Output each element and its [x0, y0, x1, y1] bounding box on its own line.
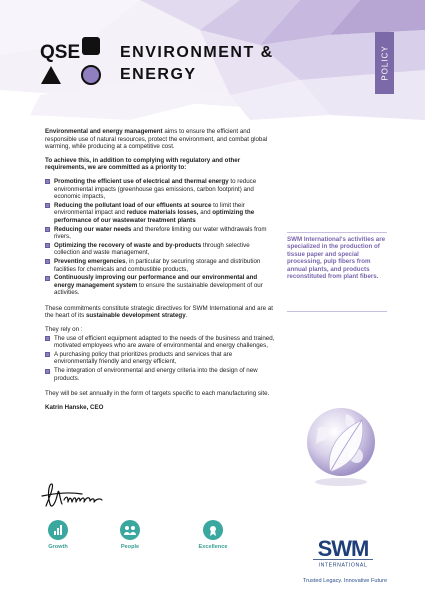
commitment-intro [45, 157, 275, 172]
rely-text: The use of efficient equipment adapted to the needs of the business and trained, motivated employees who are aware of environmental and energy challenges, [54, 334, 275, 350]
page-title [120, 42, 274, 86]
company-activities-text: SWM International's activities are specialized in the production of tissue paper and special processing, pulp fibers from annual plants, and products reconstituted from plant fibers. [287, 236, 386, 281]
brand-tagline: Trusted Legacy. Innovative Future [302, 578, 388, 584]
bullet-icon [45, 369, 50, 374]
commitment-intro-text: To achieve this, in addition to complying with regulatory and other requirements, we are committed as a priority to: [45, 156, 241, 172]
ceo-signature [40, 480, 110, 512]
bullet-icon [45, 352, 50, 357]
directives-post: . [185, 312, 188, 320]
intro-rest: aims to ensure the efficient and responsible use of natural resources, protect the environment, and combat global warming, while producing at a competitive cost. [45, 128, 268, 151]
priority-bold: Reducing the pollutant load of our effluents at source [54, 201, 212, 209]
rely-item [45, 351, 275, 366]
company-activities-box [287, 232, 387, 312]
bullet-icon [45, 336, 50, 341]
value-people [108, 520, 152, 550]
priority-item [45, 258, 275, 273]
priority-bold: optimizing the performance of our wastewater treatment plants [54, 209, 255, 224]
value-growth [36, 520, 80, 550]
priority-bold: Optimizing the recovery of waste and by-products [54, 241, 202, 249]
bullet-icon [45, 276, 50, 281]
qse-logo [40, 36, 102, 88]
page-title-line-2: ENERGY [120, 66, 197, 83]
priority-text: and therefore limiting our water withdrawals from rivers, [54, 225, 267, 241]
priority-text: and [198, 209, 213, 217]
bullet-icon [45, 227, 50, 232]
rely-text: The integration of environmental and energy criteria into the design of new products. [54, 367, 258, 382]
policy-body [45, 128, 275, 417]
priority-bold: Reducing our water needs [54, 225, 132, 233]
rely-text: A purchasing policy that prioritizes products and services that are environmentally friendly and energy efficient, [54, 350, 233, 366]
rely-list [45, 335, 275, 383]
directives-bold: sustainable development strategy [85, 312, 186, 320]
excellence-icon [203, 520, 223, 540]
priority-bold: Preventing emergencies [54, 257, 126, 265]
value-excellence [191, 520, 235, 550]
values-row [46, 520, 246, 560]
people-icon [120, 520, 140, 540]
priority-item [45, 178, 275, 201]
rely-item [45, 335, 275, 350]
policy-tab-label: POLICY [380, 45, 389, 81]
priority-item [45, 274, 275, 297]
priority-text: to limit their environmental impact and [54, 201, 245, 217]
swm-logo-sub: INTERNATIONAL [318, 562, 368, 568]
priority-item [45, 242, 275, 257]
qse-logo-text: QSE [40, 42, 81, 63]
priorities-list [45, 178, 275, 297]
value-label: People [120, 544, 140, 550]
swm-logo [307, 534, 379, 568]
growth-icon [48, 520, 68, 540]
rely-item [45, 367, 275, 382]
swm-logo-text: SWM [317, 536, 369, 561]
value-label: Excellence [198, 544, 228, 550]
directives-pre: These commitments constitute strategic directives for SWM International and are at the heart of its [45, 304, 274, 320]
intro-paragraph [45, 128, 275, 151]
intro-lead: Environmental and energy management [45, 128, 163, 135]
bullet-icon [45, 179, 50, 184]
rely-intro: They rely on : [45, 326, 83, 334]
page-title-line-1: ENVIRONMENT & [120, 44, 274, 61]
priority-text: to reduce environmental impacts (greenhouse gas emissions, carbon footprint) and economic impacts, [54, 177, 257, 201]
bullet-icon [45, 243, 50, 248]
priority-bold: Promoting the efficient use of electrical and thermal energy [54, 177, 229, 185]
priority-item [45, 202, 275, 225]
value-label: Growth [48, 544, 68, 550]
priority-text: through selective collection and waste management, [54, 241, 250, 257]
bullet-icon [45, 259, 50, 264]
priority-text: , in particular by securing storage and distribution facilities for chemicals and combustible products, [54, 257, 261, 273]
priority-bold: reduce materials losses, [126, 209, 199, 217]
directives-paragraph [45, 305, 275, 320]
signatory-name: Katrin Hanske, CEO [45, 403, 104, 411]
globe-leaf-icon [300, 402, 382, 488]
annual-paragraph: They will be set annually in the form of targets specific to each manufacturing site. [45, 390, 270, 398]
priority-item [45, 226, 275, 241]
priority-text: to ensure the sustainable development of our activities. [54, 281, 263, 297]
policy-tab [375, 32, 394, 94]
priority-bold: Continuously improving our performance and our environmental and energy management system [54, 274, 258, 289]
bullet-icon [45, 203, 50, 208]
